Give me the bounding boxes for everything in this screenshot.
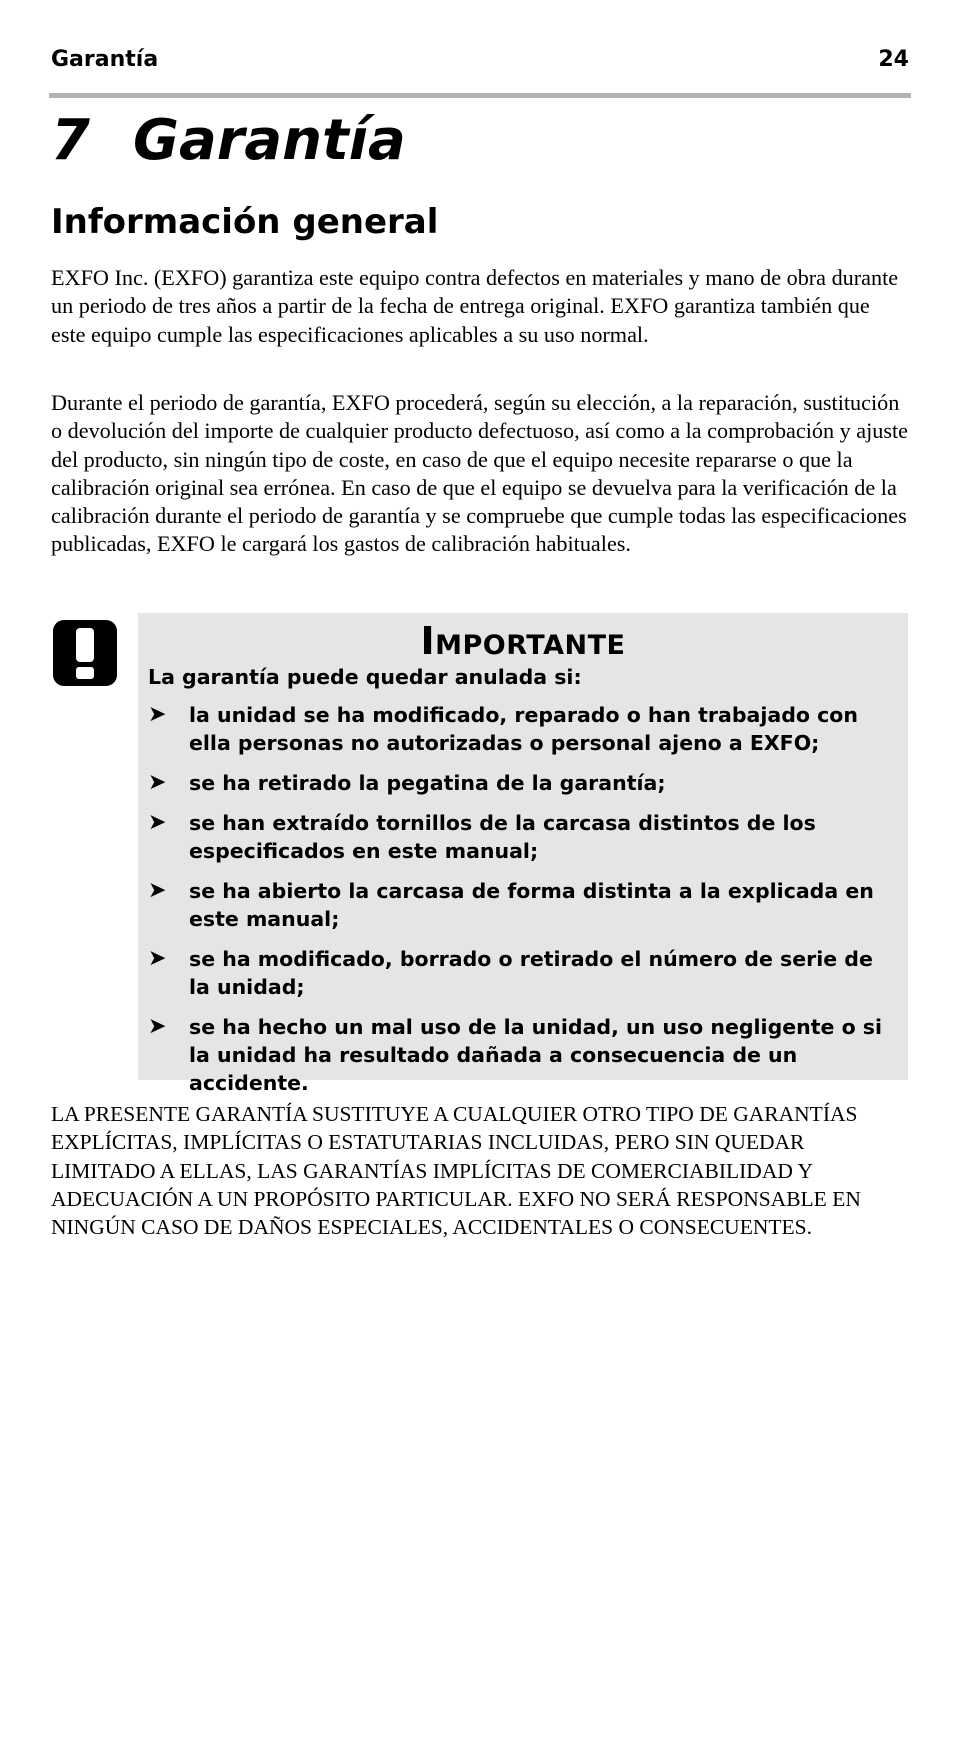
list-item-text: se ha modificado, borrado o retirado el número de serie de la unidad; [189,947,873,999]
list-item-text: se han extraído tornillos de la carcasa distintos de los especificados en este manual; [189,811,816,863]
list-item-text: la unidad se ha modificado, reparado o han trabajado con ella personas no autorizadas o personal ajeno a EXFO; [189,703,858,755]
list-item [148,945,898,1001]
important-title: Importante [420,619,626,663]
arrow-bullet-icon: ➤ [148,946,167,971]
list-item [148,769,898,797]
list-item [148,1013,898,1097]
body-paragraph-1: EXFO Inc. (EXFO) garantiza este equipo contra defectos en materiales y mano de obra durante un periodo de tres años a partir de la fecha de entrega original. EXFO garantiza también que este equipo cumple las especificaciones aplicables a su uso normal. [51,265,899,347]
important-notice-box [138,613,908,1095]
arrow-bullet-icon: ➤ [148,810,167,835]
header-rule [49,93,911,98]
chapter-title [51,104,406,178]
arrow-bullet-icon: ➤ [148,878,167,903]
arrow-bullet-icon: ➤ [148,1014,167,1039]
section-title: Información general [51,202,439,242]
arrow-bullet-icon: ➤ [148,770,167,795]
chapter-number: 7 [51,108,90,173]
exclamation-icon [53,620,117,686]
list-item [148,701,898,757]
chapter-title-text: Garantía [133,108,406,173]
body-paragraph-2: Durante el periodo de garantía, EXFO procederá, según su elección, a la reparación, sustitución o devolución del importe de cualquier producto defectuoso, así como a la comprobación y ajuste del producto, sin ningún tipo de coste, en caso de que el equipo necesite repararse o que la calibración original sea errónea. En caso de que el equipo se devuelva para la verificación de la calibración durante el periodo de garantía y se compruebe que cumple todas las especificaciones publicadas, EXFO le cargará los gastos de calibración habituales. [51,390,909,557]
disclaimer-paragraph: LA PRESENTE GARANTÍA SUSTITUYE A CUALQUIER OTRO TIPO DE GARANTÍAS EXPLÍCITAS, IMPLÍCITAS O ESTATUTARIAS INCLUIDAS, PERO SIN QUEDAR LIMITADO A ELLAS, LAS GARANTÍAS IMPLÍCITAS DE COMERCIABILIDAD Y ADECUACIÓN A UN PROPÓSITO PARTICULAR. EXFO NO SERÁ RESPONSABLE EN NINGÚN CASO DE DAÑOS ESPECIALES, ACCIDENTALES O CONSECUENTES. [51,1102,861,1240]
list-item-text: se ha hecho un mal uso de la unidad, un uso negligente o si la unidad ha resultado dañada a consecuencia de un accidente. [189,1015,883,1095]
list-item [148,809,898,865]
list-item-text: se ha retirado la pegatina de la garantía; [189,771,666,795]
important-intro: La garantía puede quedar anulada si: [148,665,582,689]
arrow-bullet-icon: ➤ [148,702,167,727]
running-header-section: Garantía [51,47,159,72]
page-number: 24 [878,47,909,72]
important-list [148,701,898,1097]
running-header [51,46,909,74]
list-item-text: se ha abierto la carcasa de forma distinta a la explicada en este manual; [189,879,874,931]
list-item [148,877,898,933]
